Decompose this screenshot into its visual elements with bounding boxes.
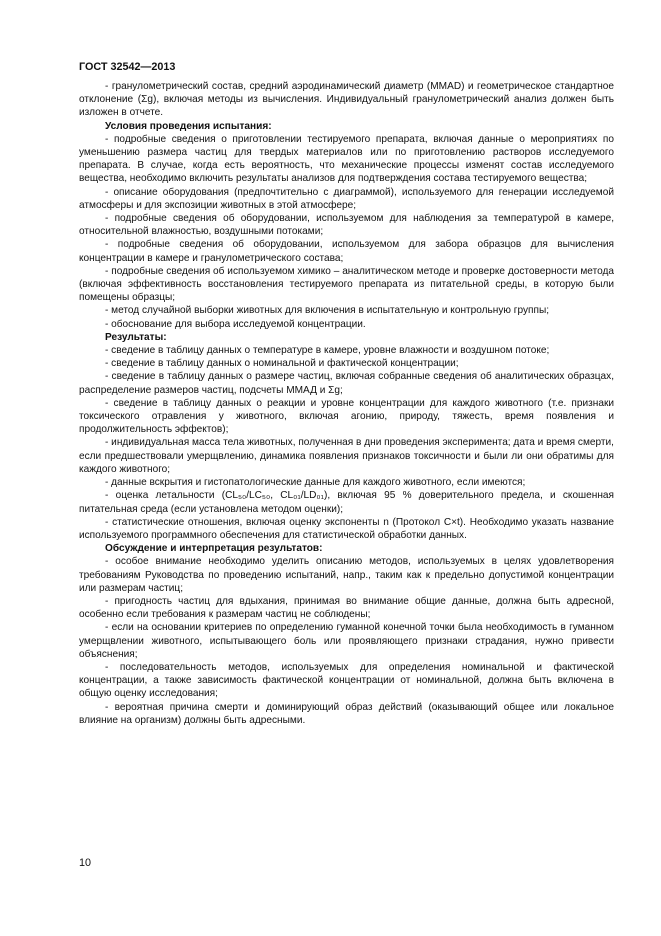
paragraph: - если на основании критериев по определению гуманной конечной точки была необходимость в гуманном умерщвлении животного, испытывающего боль или проявляющего признаки страдания, нужно привести объяснения;: [79, 622, 614, 660]
document-code: ГОСТ 32542—2013: [79, 61, 176, 73]
paragraph: - сведение в таблицу данных о температуре в камере, уровне влажности и воздушном потоке;: [105, 345, 550, 357]
paragraph: - статистические отношения, включая оценку экспоненты n (Протокол C×t). Необходимо указать название используемого программного обеспечения для статистической обработки данных.: [79, 516, 614, 541]
paragraph: - оценка летальности (CL₅₀/LC₅₀, CL₀₁/LD₀₁), включая 95 % доверительного предела, и скошенная питательная среда (если установлена методом оценки);: [79, 490, 614, 515]
paragraph: - описание оборудования (предпочтительно с диаграммой), используемого для генерации исследуемой атмосферы и для экспозиции животных в этой атмосфере;: [79, 186, 614, 211]
paragraph: - вероятная причина смерти и доминирующий образ действий (оказывающий общее или локальное влияние на организм) должны быть адресными.: [79, 701, 614, 726]
document-body: [79, 80, 614, 727]
paragraph: - сведение в таблицу данных о номинальной и фактической концентрации;: [105, 358, 459, 370]
paragraph: - пригодность частиц для вдыхания, принимая во внимание общие данные, должна быть адресной, особенно если требования к размерам частиц не соблюдены;: [79, 595, 614, 621]
paragraph: - подробные сведения об используемом химико – аналитическом методе и проверке достоверности метода (включая эффективность восстановления тестируемого препарата из питательной среды, в которую были помещены образцы;: [79, 265, 614, 304]
paragraph: - сведение в таблицу данных о размере частиц, включая собранные сведения об аналитических образцах, распределение размеров частиц, подсчеты ММАД и Σg;: [79, 371, 614, 396]
paragraph: - подробные сведения об оборудовании, используемом для наблюдения за температурой в камере, относительной влажностью, воздушными потоками;: [79, 213, 614, 238]
section-heading: Результаты:: [105, 331, 167, 343]
paragraph: - метод случайной выборки животных для включения в испытательную и контрольную группы;: [105, 305, 550, 317]
paragraph: - гранулометрический состав, средний аэродинамический диаметр (MMAD) и геометрическое стандартное отклонение (Σg), включая методы из вычисления. Индивидуальный гранулометрический анализ должен быть изложен в отчете.: [79, 81, 614, 119]
paragraph: - индивидуальная масса тела животных, полученная в дни проведения эксперимента; дата и время смерти, если предшествовали умерщвлению, динамика появления признаков токсичности и были ли они обратимы для каждого животного;: [79, 437, 614, 475]
paragraph: - обоснование для выбора исследуемой концентрации.: [105, 318, 366, 330]
section-heading: Условия проведения испытания:: [105, 120, 272, 132]
paragraph: - данные вскрытия и гистопатологические данные для каждого животного, если имеются;: [105, 477, 526, 489]
paragraph: - последовательность методов, используемых для определения номинальной и фактической концентрации, а также зависимость фактической концентрации от номинальной, должна быть включена в общую оценку исследования;: [79, 661, 614, 700]
section-heading: Обсуждение и интерпретация результатов:: [105, 543, 323, 555]
paragraph: - особое внимание необходимо уделить описанию методов, используемых в целях удовлетворения требованиям Руководства по проведению испытаний, напр., таким как к предельно допустимой концентрации или размерам частиц;: [79, 556, 614, 594]
paragraph: - сведение в таблицу данных о реакции и уровне концентрации для каждого животного (т.е. признаки токсического отравления у животного, включая агонию, природу, тяжесть, время появления и продолжительность эффектов);: [79, 397, 614, 436]
paragraph: - подробные сведения об оборудовании, используемом для забора образцов для вычисления концентрации в камере и гранулометрического состава;: [79, 239, 614, 264]
paragraph: - подробные сведения о приготовлении тестируемого препарата, включая данные о мероприятиях по уменьшению размера частиц для твердых материалов или по приготовлению растворов исследуемого препарата. В случае, когда есть вероятность, что механические процессы изменят состав исследуемого вещества, необходимо включить результаты анализов для подтверждения состава тестируемого вещества;: [79, 133, 614, 185]
page-number: 10: [79, 857, 92, 869]
